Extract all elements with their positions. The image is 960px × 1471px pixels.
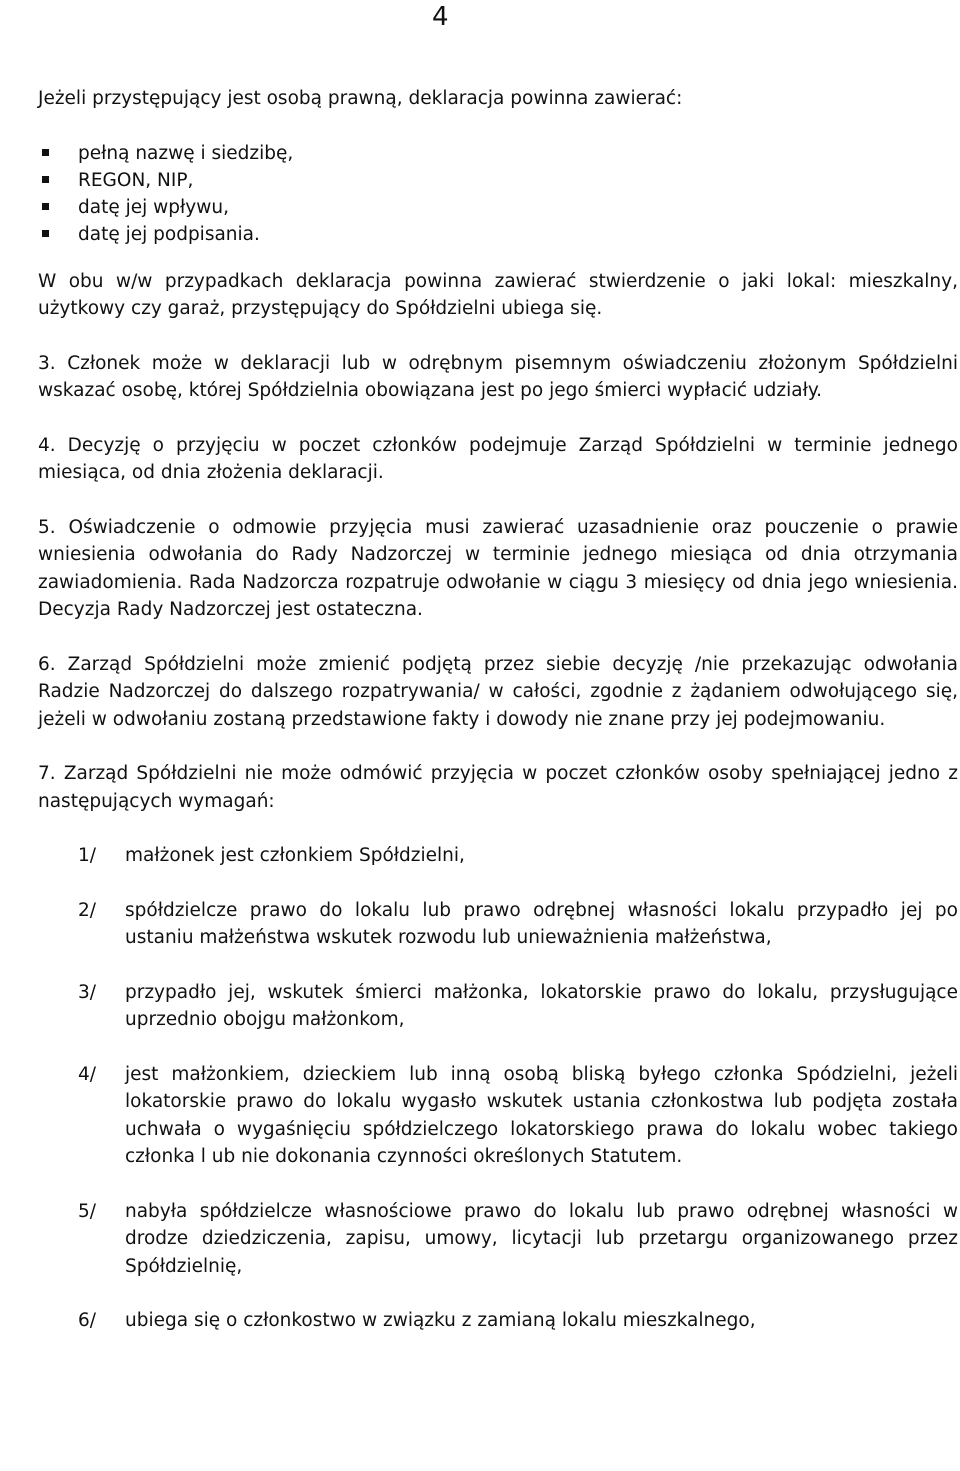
sublist-text: nabyła spółdzielcze własnościowe prawo do lokalu lub prawo odrębnej własności w drodze dziedziczenia, zapisu, umowy, licytacji lub przetargu organizowanego przez Spółdzielnię, [125, 1200, 958, 1277]
intro-text: Jeżeli przystępujący jest osobą prawną, deklaracja powinna zawierać: [38, 88, 683, 109]
point-5 [38, 514, 958, 624]
square-bullet-icon [42, 230, 49, 237]
sublist-number: 2/ [78, 899, 97, 921]
point-text: Zarząd Spółdzielni może zmienić podjętą przez siebie decyzję /nie przekazując odwołania Radzie Nadzorczej do dalszego rozpatrywania/ w całości, zgodnie z żądaniem odwołującego się, jeżeli w odwołaniu zostaną przedstawione fakty i dowody nie znane przy jej podejmowaniu. [38, 653, 958, 730]
sublist-number: 6/ [78, 1310, 97, 1331]
requirements-list [38, 140, 958, 248]
sublist-text: ubiega się o członkostwo w związku z zamianą lokalu mieszkalnego, [125, 1310, 756, 1331]
sublist-number: 4/ [78, 1063, 97, 1085]
sublist-item [38, 897, 958, 952]
sublist-item [38, 979, 958, 1034]
paragraph-text: W obu w/w przypadkach deklaracja powinna zawierać stwierdzenie o jaki lokal: mieszkalny, użytkowy czy garaż, przystępujący do Spółdzielni ubiega się. [38, 270, 958, 319]
point-number: 3. [38, 352, 56, 374]
point-7 [38, 760, 958, 1335]
square-bullet-icon [42, 176, 49, 183]
list-item: datę jej wpływu, [38, 194, 958, 221]
sublist-item [38, 1198, 958, 1281]
square-bullet-icon [42, 149, 49, 156]
sublist-text: jest małżonkiem, dzieckiem lub inną osobą bliską byłego członka Spódzielni, jeżeli lokatorskie prawo do lokalu wygasło wskutek ustania członkostwa lub podjęta została uchwała o wygaśnięciu spółdzielczego lokatorskiego prawa do lokalu wobec takiego członka l ub nie dokonania czynności określonych Statutem. [125, 1063, 958, 1167]
square-bullet-icon [42, 203, 49, 210]
point-text: Oświadczenie o odmowie przyjęcia musi zawierać uzasadnienie oraz pouczenie o prawie wniesienia odwołania do Rady Nadzorczej w terminie jednego miesiąca od dnia otrzymania zawiadomienia. Rada Nadzorcza rozpatruje odwołanie w ciągu 3 miesięcy od dnia jego wniesienia. Decyzja Rady Nadzorczej jest ostateczna. [38, 516, 958, 620]
sublist-number: 1/ [78, 845, 97, 866]
page-number: 4 [432, 2, 449, 32]
sublist-item [38, 1061, 958, 1171]
point-4 [38, 432, 958, 487]
list-item: datę jej podpisania. [38, 221, 958, 248]
point-number: 4. [38, 434, 56, 456]
membership-requirements-list [38, 842, 958, 1335]
list-item: REGON, NIP, [38, 167, 958, 194]
point-text: Zarząd Spółdzielni nie może odmówić przyjęcia w poczet członków osoby spełniającej jedno z następujących wymagań: [38, 763, 958, 812]
sublist-text: małżonek jest członkiem Spółdzielni, [125, 845, 465, 866]
sublist-number: 5/ [78, 1200, 97, 1222]
sublist-number: 3/ [78, 981, 97, 1003]
point-text: Decyzję o przyjęciu w poczet członków podejmuje Zarząd Spółdzielni w terminie jednego miesiąca, od dnia złożenia deklaracji. [38, 434, 958, 483]
point-6 [38, 651, 958, 734]
sublist-item [38, 842, 958, 870]
list-item: pełną nazwę i siedzibę, [38, 140, 958, 167]
sublist-text: przypadło jej, wskutek śmierci małżonka, lokatorskie prawo do lokalu, przysługujące uprzednio obojgu małżonkom, [125, 981, 958, 1030]
point-number: 5. [38, 516, 56, 538]
point-number: 7. [38, 763, 56, 784]
sublist-item [38, 1307, 958, 1335]
point-3 [38, 350, 958, 405]
point-number: 6. [38, 653, 56, 675]
point-text: Członek może w deklaracji lub w odrębnym pisemnym oświadczeniu złożonym Spółdzielni wskazać osobę, której Spółdzielnia obowiązana jest po jego śmierci wypłacić udziały. [38, 352, 958, 401]
document-body [38, 85, 958, 1362]
sublist-text: spółdzielcze prawo do lokalu lub prawo odrębnej własności lokalu przypadło jej po ustaniu małżeństwa wskutek rozwodu lub unieważnienia małżeństwa, [125, 899, 958, 948]
